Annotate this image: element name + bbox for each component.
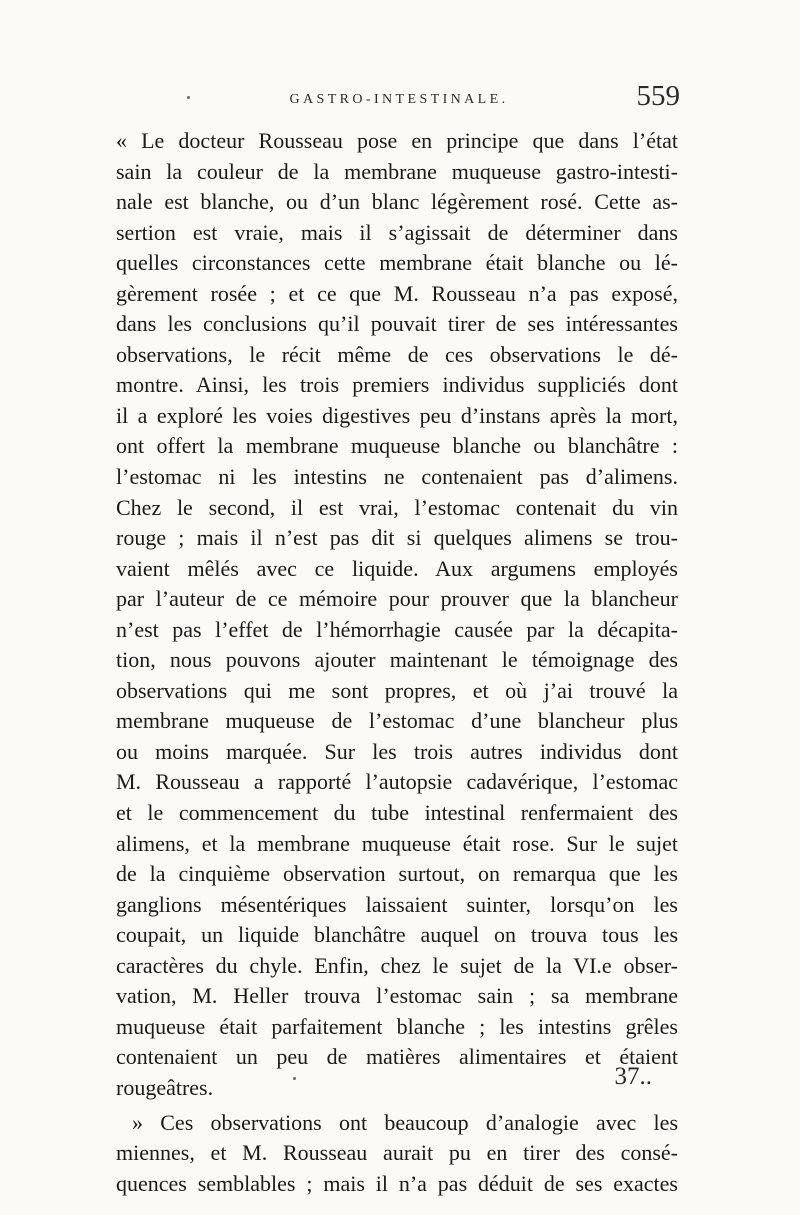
- text-line: caractères du chyle. Enfin, chez le sujet de la VI.e obser-: [116, 952, 678, 978]
- text-line: l’estomac ni les intestins ne contenaient pas d’alimens.: [116, 464, 678, 490]
- text-line: observations qui me sont propres, et où j’ai trouvé la: [116, 677, 678, 703]
- text-line: quences semblables ; mais il n’a pas déduit de ses exactes: [116, 1170, 678, 1196]
- text-line: muqueuse était parfaitement blanche ; les intestins grêles: [116, 1013, 678, 1039]
- text-line: il a exploré les voies digestives peu d’instans après la mort,: [116, 402, 678, 428]
- text-line: montre. Ainsi, les trois premiers individus suppliciés dont: [116, 372, 678, 398]
- text-line: miennes, et M. Rousseau aurait pu en tirer des consé-: [116, 1140, 678, 1166]
- page-number: 559: [636, 80, 680, 112]
- text-line: contenaient un peu de matières alimentaires et étaient: [116, 1044, 678, 1070]
- signature-mark: 37..: [614, 1063, 652, 1090]
- text-line: alimens, et la membrane muqueuse était rose. Sur le sujet: [116, 830, 678, 856]
- text-line: dans les conclusions qu’il pouvait tirer de ses intéressantes: [116, 311, 678, 337]
- print-speck: [187, 96, 190, 99]
- text-line: nale est blanche, ou d’un blanc légèrement rosé. Cette as-: [116, 189, 678, 215]
- text-line: M. Rousseau a rapporté l’autopsie cadavérique, l’estomac: [116, 769, 678, 795]
- text-line: sertion est vraie, mais il s’agissait de déterminer dans: [116, 219, 678, 245]
- text-line: « Le docteur Rousseau pose en principe que dans l’état: [116, 128, 678, 153]
- text-line: sain la couleur de la membrane muqueuse gastro-intesti-: [116, 158, 678, 184]
- text-line: vation, M. Heller trouva l’estomac sain ; sa membrane: [116, 983, 678, 1009]
- paragraph-2: [116, 1108, 678, 1200]
- text-line: Chez le second, il est vrai, l’estomac contenait du vin: [116, 494, 678, 520]
- text-line: membrane muqueuse de l’estomac d’une blancheur plus: [116, 708, 678, 734]
- text-line: et le commencement du tube intestinal renfermaient des: [116, 800, 678, 826]
- text-line: observations, le récit même de ces observations le dé-: [116, 341, 678, 367]
- running-head: GASTRO-INTESTINALE.: [289, 92, 509, 107]
- text-line: de la cinquième observation surtout, on remarqua que les: [116, 861, 678, 887]
- text-line: par l’auteur de ce mémoire pour prouver que la blancheur: [116, 586, 678, 612]
- text-line: ou moins marquée. Sur les trois autres individus dont: [116, 738, 678, 764]
- text-line: gèrement rosée ; et ce que M. Rousseau n’a pas exposé,: [116, 280, 678, 306]
- text-line: rougeâtres.: [116, 1074, 214, 1100]
- print-speck: [293, 1077, 296, 1080]
- text-line: coupait, un liquide blanchâtre auquel on trouva tous les: [116, 922, 678, 948]
- text-line: quelles circonstances cette membrane était blanche ou lé-: [116, 250, 678, 276]
- body-text: [116, 126, 678, 1199]
- text-line: rouge ; mais il n’est pas dit si quelques alimens se trou-: [116, 525, 678, 551]
- paragraph-1: [116, 126, 678, 1104]
- text-line: vaient mêlés avec ce liquide. Aux argumens employés: [116, 555, 678, 581]
- text-line: ganglions mésentériques laissaient suinter, lorsqu’on les: [116, 891, 678, 917]
- text-line: » Ces observations ont beaucoup d’analogie avec les: [132, 1109, 678, 1135]
- text-line: tion, nous pouvons ajouter maintenant le témoignage des: [116, 647, 678, 673]
- text-line: ont offert la membrane muqueuse blanche ou blanchâtre :: [116, 433, 678, 459]
- page-footer: [118, 1063, 680, 1103]
- page-header: [118, 80, 680, 120]
- text-line: n’est pas l’effet de l’hémorrhagie causée par la décapita-: [116, 616, 678, 642]
